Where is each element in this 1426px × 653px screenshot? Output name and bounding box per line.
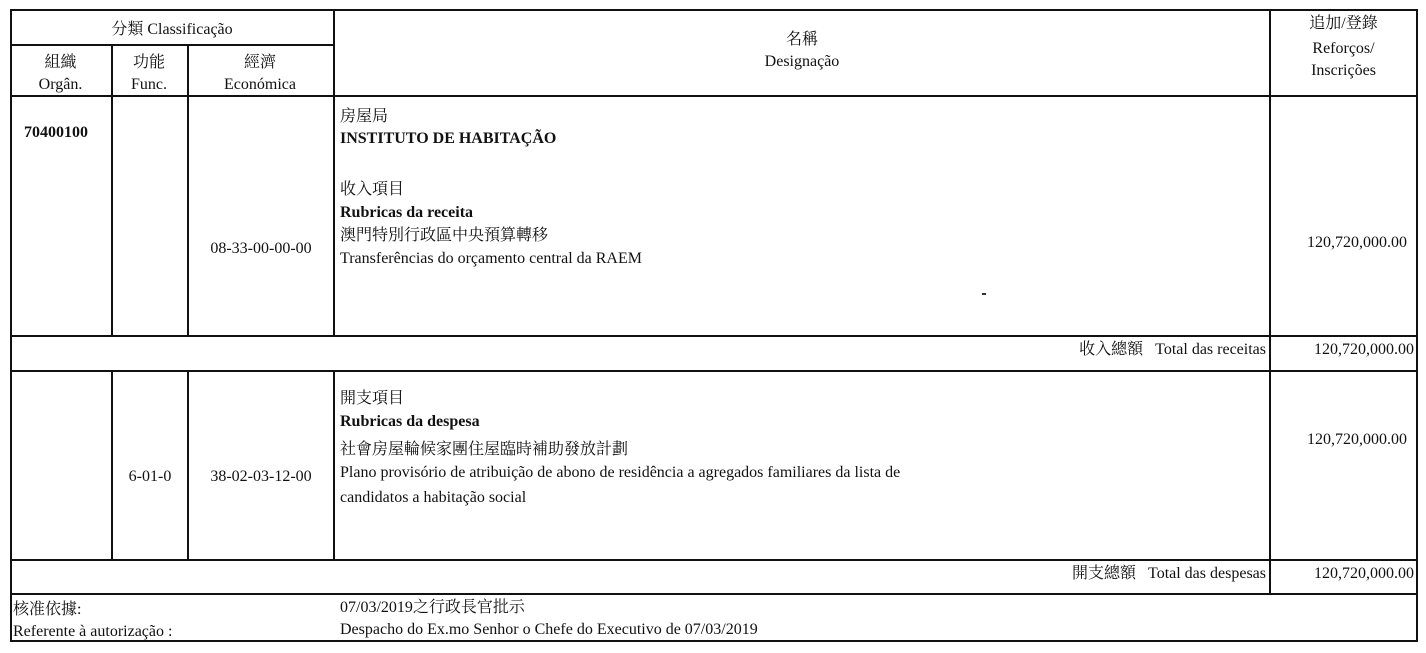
header-organ-zh: 組織 <box>44 54 77 71</box>
expenses-total-label-zh: 開支總額 <box>1072 565 1137 582</box>
authorization-label-pt: Referente à autorização : <box>13 623 173 640</box>
stray-mark <box>982 293 986 295</box>
expenses-total-amount: 120,720,000.00 <box>1314 565 1414 582</box>
rule-amount-left <box>1269 9 1271 593</box>
rule-bottom <box>10 640 1418 642</box>
rule-expenses-total-bottom <box>10 593 1418 595</box>
expenses-amount: 120,720,000.00 <box>1307 431 1407 448</box>
receipts-item-zh: 澳門特別行政區中央預算轉移 <box>340 227 549 244</box>
organ-code: 70400100 <box>24 124 88 141</box>
expenses-item-pt-line2: candidatos a habitação social <box>340 489 527 506</box>
rule-classification-sub <box>10 44 334 46</box>
header-organ-pt: Orgân. <box>38 76 83 93</box>
receipts-item-pt: Transferências do orçamento central da RAEM <box>340 250 642 267</box>
header-econ-zh: 經濟 <box>243 54 276 71</box>
rule-expenses-bottom <box>10 559 1418 561</box>
entity-name-zh: 房屋局 <box>340 108 389 125</box>
receipts-total-amount: 120,720,000.00 <box>1314 341 1414 358</box>
rule-organ-func <box>111 370 113 561</box>
receipts-total-label <box>900 340 1266 359</box>
receipts-total-label-zh: 收入總額 <box>1079 341 1144 358</box>
expenses-func-code: 6-01-0 <box>128 468 172 485</box>
header-amount-pt2: Inscrições <box>1311 62 1376 79</box>
rule-header-bottom <box>10 95 1418 97</box>
rule-top <box>10 9 1418 11</box>
entity-name-pt: INSTITUTO DE HABITAÇÃO <box>340 130 557 147</box>
expenses-total-label-pt: Total das despesas <box>1148 565 1266 582</box>
expenses-section-pt: Rubricas da despesa <box>340 413 480 430</box>
authorization-value-zh: 07/03/2019之行政長官批示 <box>340 599 525 616</box>
authorization-value-pt: Despacho do Ex.mo Senhor o Chefe do Executivo de 07/03/2019 <box>340 621 758 638</box>
receipts-section-pt: Rubricas da receita <box>340 204 474 221</box>
expenses-econ-code: 38-02-03-12-00 <box>210 468 312 485</box>
rule-receipts-bottom <box>10 335 1418 337</box>
receipts-econ-code: 08-33-00-00-00 <box>210 240 312 257</box>
rule-designation-left <box>333 370 335 561</box>
rule-left <box>10 9 12 642</box>
header-classification: 分類 Classificação <box>111 21 233 38</box>
rule-right <box>1416 9 1418 642</box>
header-func-pt: Func. <box>131 76 167 93</box>
receipts-amount: 120,720,000.00 <box>1307 234 1407 251</box>
expenses-item-zh: 社會房屋輪候家團住屋臨時補助發放計劃 <box>340 441 629 458</box>
header-amount-pt1: Reforços/ <box>1312 40 1375 57</box>
rule-receipts-total-bottom <box>10 370 1418 372</box>
rule-func-econ <box>187 370 189 561</box>
header-econ-pt: Económica <box>224 76 296 93</box>
authorization-label-zh: 核准依據: <box>13 601 82 618</box>
expenses-total-label <box>900 564 1266 583</box>
receipts-section-zh: 收入項目 <box>340 181 405 198</box>
header-amount-zh: 追加/登錄 <box>1309 15 1378 32</box>
header-designation-zh: 名稱 <box>785 31 818 48</box>
header-designation-pt: Designação <box>764 53 840 70</box>
receipts-total-label-pt: Total das receitas <box>1155 341 1266 358</box>
rule-designation-left <box>333 95 335 337</box>
expenses-item-pt-line1: Plano provisório de atribuição de abono de residência a agregados familiares da lista de <box>340 464 901 481</box>
expenses-section-zh: 開支項目 <box>340 390 405 407</box>
header-func-zh: 功能 <box>132 54 165 71</box>
